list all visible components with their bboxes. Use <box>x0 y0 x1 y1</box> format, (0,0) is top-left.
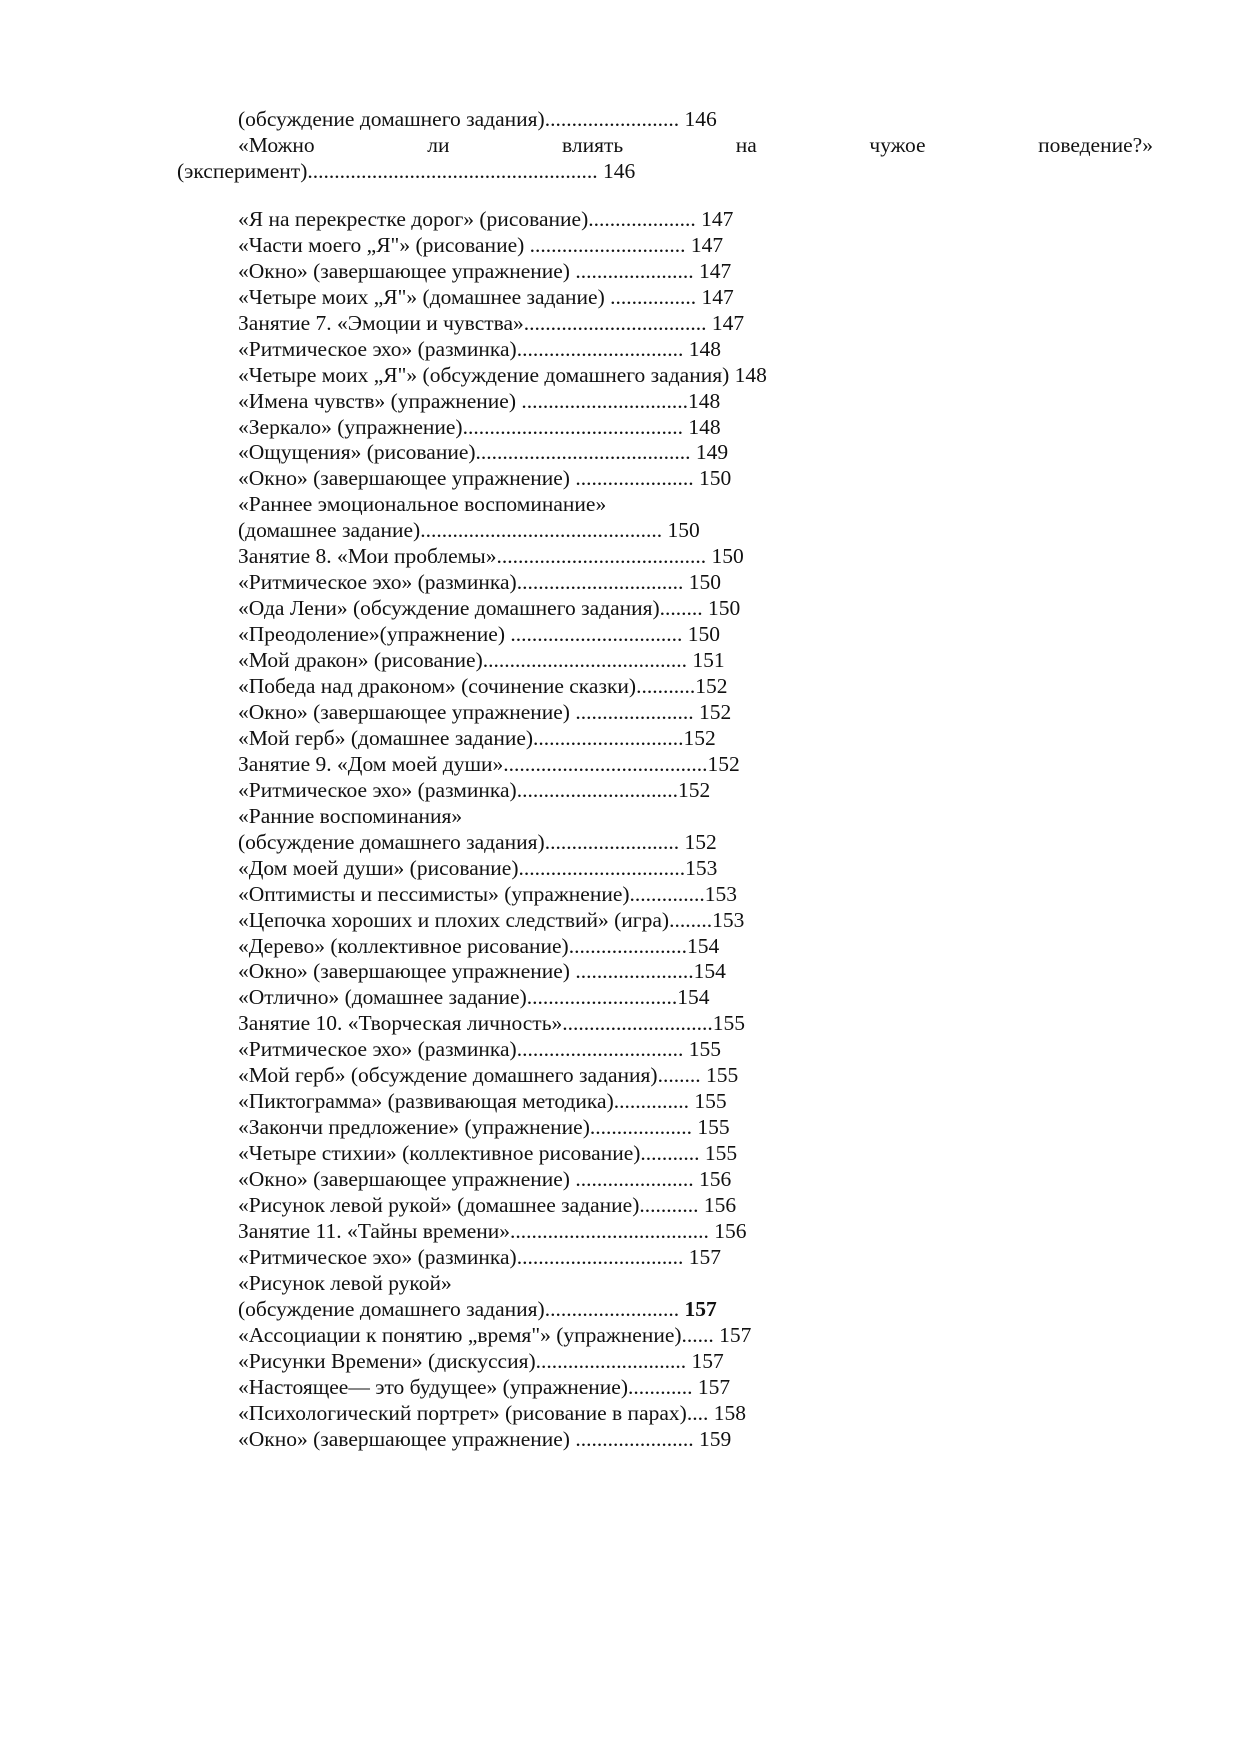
toc-entry <box>238 724 716 753</box>
toc-entry <box>238 594 740 623</box>
toc-entry <box>238 854 717 883</box>
toc-entry <box>238 932 719 961</box>
toc-entry <box>238 620 720 649</box>
toc-entry <box>238 672 727 701</box>
toc-entry <box>238 646 725 675</box>
toc-entry-text: «Мой дракон» (рисование)...................................... 151 <box>238 648 725 673</box>
toc-entry <box>238 361 767 390</box>
toc-entry-text: Занятие 11. «Тайны времени»..................................... 156 <box>238 1218 747 1243</box>
toc-entry-text: «Ранние воспоминания» <box>238 803 463 828</box>
toc-entry <box>238 105 717 134</box>
toc-entry-text: «Ритмическое эхо» (разминка)..............................152 <box>238 777 711 802</box>
toc-entry <box>238 464 731 493</box>
toc-entry <box>238 309 744 338</box>
toc-entry <box>238 131 1153 160</box>
toc-entry-page: 157 <box>684 1296 717 1321</box>
toc-entry-text: Занятие 9. «Дом моей души»......................................152 <box>238 751 740 776</box>
toc-entry <box>238 283 734 312</box>
toc-entry <box>238 438 728 467</box>
toc-entry-text: «Окно» (завершающее упражнение) ...................... 147 <box>238 258 732 283</box>
toc-entry-text: «Окно» (завершающее упражнение) ...................... 150 <box>238 466 732 491</box>
toc-entry <box>238 1009 745 1038</box>
toc-entry <box>238 1061 738 1090</box>
toc-entry-text: (эксперимент)...................................................... 146 <box>177 158 636 183</box>
toc-entry <box>238 828 717 857</box>
toc-entry <box>238 776 710 805</box>
toc-entry-text: «Ода Лени» (обсуждение домашнего задания)........ 150 <box>238 596 741 621</box>
toc-entry-text: «Дерево» (коллективное рисование)......................154 <box>238 933 720 958</box>
toc-entry <box>238 542 744 571</box>
toc-entry <box>238 1373 730 1402</box>
toc-entry-text: «Зеркало» (упражнение)......................................... 148 <box>238 414 721 439</box>
toc-entry-text: «Цепочка хороших и плохих следствий» (игра)........153 <box>238 907 745 932</box>
toc-entry-text: «Я на перекрестке дорог» (рисование).................... 147 <box>238 206 734 231</box>
toc-entry-text: (обсуждение домашнего задания)......................... <box>238 1296 685 1321</box>
toc-entry <box>238 698 731 727</box>
toc-entry <box>238 1243 721 1272</box>
toc-entry-text: «Отлично» (домашнее задание)............................154 <box>238 985 710 1010</box>
toc-entry-text: «Оптимисты и пессимисты» (упражнение)..............153 <box>238 881 738 906</box>
toc-entry <box>238 983 710 1012</box>
toc-entry-text: «Ритмическое эхо» (разминка)............................... 157 <box>238 1244 721 1269</box>
toc-entry-word: «Можно <box>238 132 315 157</box>
toc-entry-text: (домашнее задание)............................................. 150 <box>238 518 700 543</box>
toc-entry-text: «Окно» (завершающее упражнение) ...................... 152 <box>238 699 732 724</box>
toc-entry-text: «Психологический портрет» (рисование в парах).... 158 <box>238 1400 746 1425</box>
toc-entry <box>238 1113 730 1142</box>
toc-entry-text: «Мой герб» (домашнее задание)............................152 <box>238 725 716 750</box>
toc-entry <box>238 1191 736 1220</box>
toc-entry <box>238 1087 727 1116</box>
toc-entry <box>177 157 635 186</box>
toc-entry-text: Занятие 8. «Мои проблемы»....................................... 150 <box>238 544 744 569</box>
toc-entry-text: «Победа над драконом» (сочинение сказки)...........152 <box>238 674 728 698</box>
toc-entry-text: «Рисунок левой рукой» (домашнее задание)........... 156 <box>238 1193 737 1217</box>
toc-entry-word: ли <box>427 132 450 157</box>
toc-entry-text: «Раннее эмоциональное воспоминание» <box>238 492 607 517</box>
toc-entry-text: «Рисунки Времени» (дискуссия)............................ 157 <box>238 1348 724 1373</box>
toc-entry <box>238 802 462 831</box>
toc-entry-text: «Четыре стихии» (коллективное рисование)........... 155 <box>238 1141 738 1166</box>
toc-entry <box>238 205 733 234</box>
toc-entry-text: Занятие 7. «Эмоции и чувства».................................. 147 <box>238 310 745 335</box>
toc-entry <box>238 257 731 286</box>
toc-entry-text: «Четыре моих „Я"» (домашнее задание) ................ 147 <box>238 284 734 309</box>
toc-entry <box>238 1035 721 1064</box>
toc-entry <box>238 1425 731 1454</box>
toc-entry <box>238 335 721 364</box>
toc-entry-text: «Пиктограмма» (развивающая методика).............. 155 <box>238 1089 727 1114</box>
toc-entry-text: «Рисунок левой рукой» <box>238 1270 452 1295</box>
toc-entry <box>238 387 720 416</box>
toc-entry-text: «Закончи предложение» (упражнение)................... 155 <box>238 1115 730 1140</box>
toc-entry <box>238 957 726 986</box>
toc-entry-text: «Ассоциации к понятию „время"» (упражнение)...... 157 <box>238 1322 752 1347</box>
toc-entry-text: «Окно» (завершающее упражнение) ...................... 156 <box>238 1167 732 1192</box>
toc-entry <box>238 490 606 519</box>
toc-entry-text: «Ритмическое эхо» (разминка)............................... 155 <box>238 1037 721 1062</box>
toc-entry <box>238 413 721 442</box>
toc-entry <box>238 1295 717 1324</box>
toc-entry-text: (обсуждение домашнего задания)......................... 152 <box>238 829 717 854</box>
toc-entry-text: «Имена чувств» (упражнение) ...............................148 <box>238 388 721 413</box>
toc-entry <box>238 1139 737 1168</box>
toc-entry <box>238 516 700 545</box>
toc-entry-text: «Преодоление»(упражнение) ................................ 150 <box>238 622 721 647</box>
toc-entry-text: «Части моего „Я"» (рисование) ............................. 147 <box>238 232 724 257</box>
toc-entry-text: «Ритмическое эхо» (разминка)............................... 150 <box>238 570 721 595</box>
toc-entry-text: «Ощущения» (рисование)........................................ 149 <box>238 440 729 465</box>
toc-entry <box>238 1399 746 1428</box>
toc-entry-text: (обсуждение домашнего задания)......................... 146 <box>238 107 717 131</box>
toc-entry-text: «Четыре моих „Я"» (обсуждение домашнего задания) 148 <box>238 362 767 387</box>
toc-entry-text: «Мой герб» (обсуждение домашнего задания)........ 155 <box>238 1063 739 1088</box>
toc-entry <box>238 1165 731 1194</box>
toc-entry-text: Занятие 10. «Творческая личность»............................155 <box>238 1011 746 1036</box>
toc-entry-text: «Дом моей души» (рисование)...............................153 <box>238 855 718 880</box>
toc-entry <box>238 1347 724 1376</box>
toc-entry-text: «Окно» (завершающее упражнение) ...................... 159 <box>238 1426 732 1451</box>
toc-entry-word: поведение?» <box>1038 132 1153 157</box>
toc-entry-text: «Окно» (завершающее упражнение) ......................154 <box>238 959 726 984</box>
toc-entry-word: чужое <box>869 132 926 157</box>
toc-entry-text: «Настоящее— это будущее» (упражнение)............ 157 <box>238 1374 731 1399</box>
toc-entry-text: «Ритмическое эхо» (разминка)............................... 148 <box>238 336 721 361</box>
toc-entry <box>238 568 721 597</box>
toc-entry <box>238 1321 751 1350</box>
toc-entry <box>238 750 740 779</box>
toc-entry-word: влиять <box>562 132 624 157</box>
toc-entry <box>238 1269 452 1298</box>
toc-entry <box>238 880 737 909</box>
toc-entry-word: на <box>735 132 757 157</box>
toc-entry <box>238 1217 747 1246</box>
toc-entry <box>238 906 744 935</box>
toc-entry <box>238 231 723 260</box>
